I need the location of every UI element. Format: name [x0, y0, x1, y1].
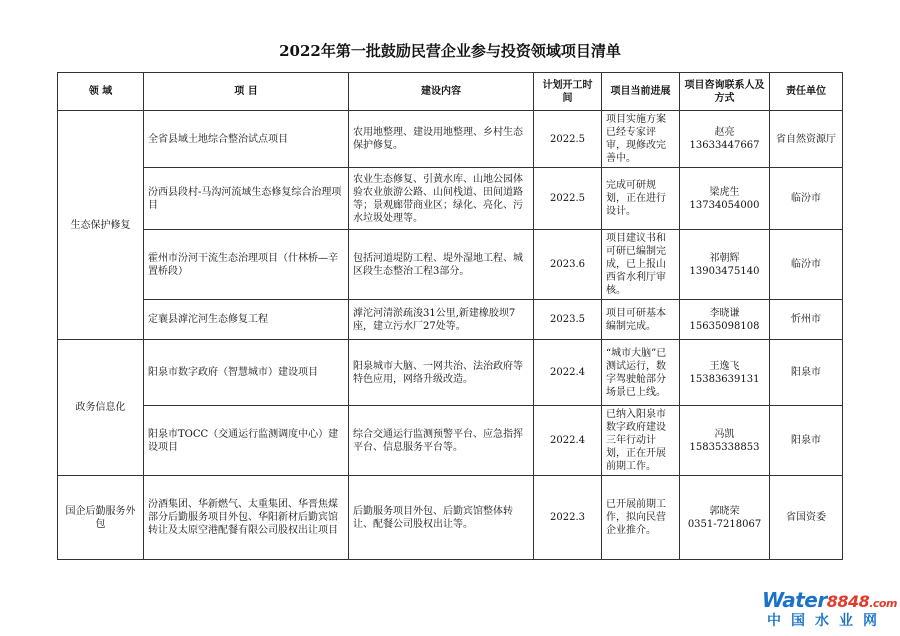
contact-cell	[680, 476, 770, 560]
project-cell: 汾西县段村-马沟河流域生态修复综合治理项目	[144, 168, 349, 230]
document-title: 2022年第一批鼓励民营企业参与投资领域项目清单	[279, 42, 621, 60]
table-row	[58, 230, 843, 300]
contact-phone: 15635098108	[689, 320, 760, 332]
start-cell: 2023.6	[534, 230, 602, 300]
progress-cell: 已开展前期工作，拟向民营企业推介。	[602, 476, 680, 560]
table-header-row	[58, 73, 843, 111]
watermark-number: 8848	[826, 592, 870, 611]
progress-cell: 项目建议书和可研已编制完成，已上报山西省水利厅审核。	[602, 230, 680, 300]
content-cell: 农用地整理、建设用地整理、乡村生态保护修复。	[349, 111, 534, 168]
table-row	[58, 111, 843, 168]
domain-cell: 政务信息化	[58, 340, 144, 476]
content-cell: 包括河道堤防工程、堤外湿地工程、城区段生态整治工程3部分。	[349, 230, 534, 300]
start-cell: 2022.4	[534, 406, 602, 476]
table-row	[58, 300, 843, 340]
progress-cell: 项目实施方案已经专家评审，现修改完善中。	[602, 111, 680, 168]
content-cell: 农业生态修复、引黄水库、山地公园体验农业旅游公路、山间栈道、田间道路等；景观廊带商业区；绿化、亮化、污水垃圾处理等。	[349, 168, 534, 230]
header-domain: 领 域	[58, 73, 144, 111]
contact-phone: 13633447667	[689, 140, 760, 151]
start-cell: 2023.5	[534, 300, 602, 340]
unit-cell: 省国资委	[770, 476, 843, 560]
contact-name: 祁朝辉	[709, 252, 740, 264]
header-contact: 项目咨询联系人及方式	[680, 73, 770, 111]
start-cell: 2022.5	[534, 111, 602, 168]
start-cell: 2022.3	[534, 476, 602, 560]
project-cell: 阳泉市TOCC（交通运行监测调度中心）建设项目	[144, 406, 349, 476]
contact-name: 冯凯	[714, 428, 735, 440]
contact-cell	[680, 230, 770, 300]
watermark-brand-text: Water	[762, 588, 827, 612]
watermark-domain: .com	[869, 597, 897, 610]
unit-cell: 临汾市	[770, 230, 843, 300]
unit-cell: 临汾市	[770, 168, 843, 230]
table-row	[58, 168, 843, 230]
table-row	[58, 406, 843, 476]
contact-cell	[680, 406, 770, 476]
header-unit: 责任单位	[770, 73, 843, 111]
header-content: 建设内容	[349, 73, 534, 111]
watermark-brand	[762, 588, 897, 612]
table-row	[58, 340, 843, 406]
contact-cell	[680, 300, 770, 340]
contact-phone: 15835338853	[689, 441, 760, 453]
project-cell: 定襄县滹沱河生态修复工程	[144, 300, 349, 340]
content-cell: 后勤服务项目外包、后勤宾馆整体转让、配餐公司股权出让等。	[349, 476, 534, 560]
contact-cell	[680, 168, 770, 230]
progress-cell: 项目可研基本编制完成。	[602, 300, 680, 340]
project-table	[57, 72, 843, 560]
start-cell: 2022.4	[534, 340, 602, 406]
unit-cell: 省自然资源厅	[770, 111, 843, 168]
header-start-time: 计划开工时间	[534, 73, 602, 111]
contact-name: 赵亮	[714, 127, 735, 138]
contact-name: 李晓谦	[709, 307, 740, 319]
project-cell: 霍州市汾河干流生态治理项目（什林桥—辛置桥段）	[144, 230, 349, 300]
start-cell: 2022.5	[534, 168, 602, 230]
project-cell: 汾酒集团、华新燃气、太重集团、华晋焦煤部分后勤服务项目外包、华阳新材后勤宾馆转让及太原空港配餐有限公司股权出让项目	[144, 476, 349, 560]
progress-cell: “城市大脑”已测试运行，数字驾驶舱部分场景已上线。	[602, 340, 680, 406]
contact-name: 梁虎生	[709, 186, 740, 198]
watermark-logo	[762, 588, 897, 630]
table-row	[58, 476, 843, 560]
progress-cell: 已纳入阳泉市数字政府建设三年行动计划，正在开展前期工作。	[602, 406, 680, 476]
contact-phone: 15383639131	[689, 373, 760, 385]
watermark-subtitle: 中国水业网	[767, 613, 887, 629]
contact-phone: 13734054000	[689, 199, 760, 211]
unit-cell: 忻州市	[770, 300, 843, 340]
domain-cell: 国企后勤服务外包	[58, 476, 144, 560]
content-cell: 滹沱河清淤疏浚31公里,新建橡胶坝7座，建立污水厂27处等。	[349, 300, 534, 340]
contact-phone: 0351-7218067	[687, 518, 762, 530]
contact-name: 郭晓荣	[709, 505, 740, 517]
progress-cell: 完成可研规划，正在进行设计。	[602, 168, 680, 230]
header-progress: 项目当前进展	[602, 73, 680, 111]
project-cell: 阳泉市数字政府（智慧城市）建设项目	[144, 340, 349, 406]
contact-cell	[680, 111, 770, 168]
content-cell: 阳泉城市大脑、一网共治、法治政府等特色应用，网络升级改造。	[349, 340, 534, 406]
unit-cell: 阳泉市	[770, 406, 843, 476]
project-cell: 全省县域土地综合整治试点项目	[144, 111, 349, 168]
header-project: 项 目	[144, 73, 349, 111]
unit-cell: 阳泉市	[770, 340, 843, 406]
content-cell: 综合交通运行监测预警平台、应急指挥平台、信息服务平台等。	[349, 406, 534, 476]
contact-phone: 13903475140	[689, 265, 760, 277]
domain-cell: 生态保护修复	[58, 111, 144, 340]
contact-cell	[680, 340, 770, 406]
contact-name: 王逸飞	[709, 360, 740, 372]
